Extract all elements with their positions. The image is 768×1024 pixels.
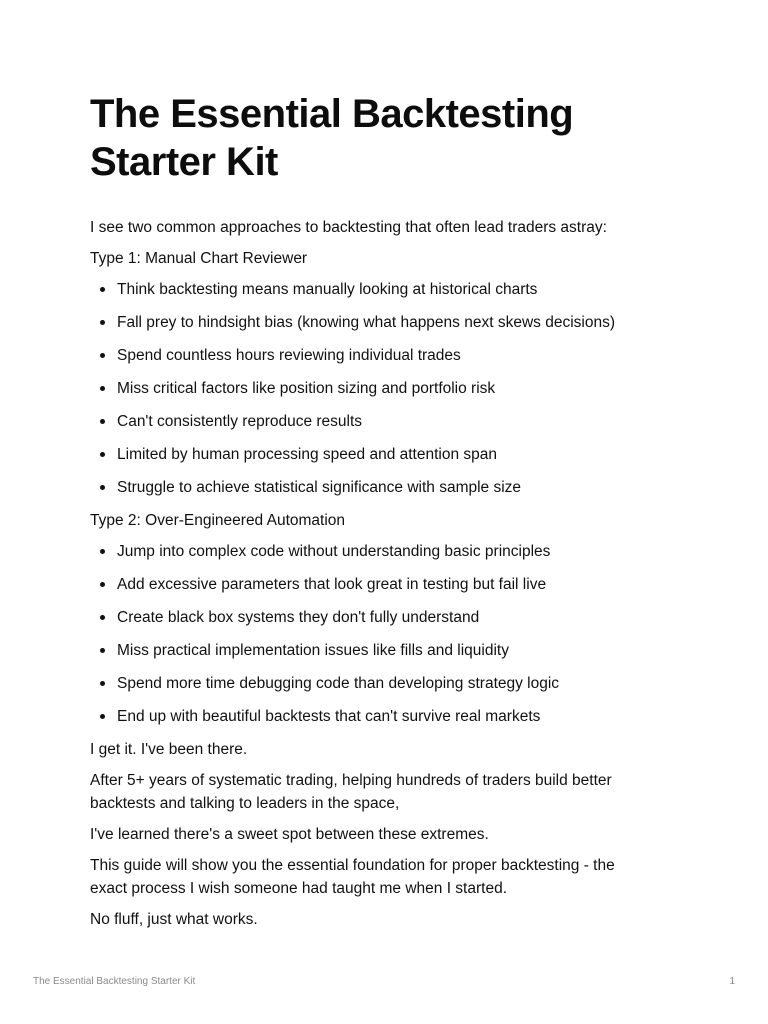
list-item (90, 672, 670, 705)
bullet-icon (100, 648, 105, 653)
bullet-icon (100, 452, 105, 457)
title-line-2: Starter Kit (90, 140, 278, 184)
page-title (90, 90, 670, 186)
list-item-text: Fall prey to hindsight bias (knowing what happens next skews decisions) (117, 314, 615, 331)
bullet-icon (100, 485, 105, 490)
experience-paragraph (90, 769, 670, 815)
list-item-text: Think backtesting means manually looking at historical charts (117, 281, 538, 298)
list-item-text: Struggle to achieve statistical significance with sample size (117, 479, 522, 496)
list-item-text: Spend countless hours reviewing individual trades (117, 347, 461, 364)
list-item-text: Spend more time debugging code than developing strategy logic (117, 675, 560, 692)
list-item (90, 476, 670, 501)
list-item (90, 705, 670, 730)
footer-page-number: 1 (729, 976, 735, 987)
guide-line-2: exact process I wish someone had taught me when I started. (90, 880, 508, 897)
list-item (90, 410, 670, 443)
type2-heading: Type 2: Over-Engineered Automation (90, 512, 346, 529)
list-item-text: Add excessive parameters that look great in testing but fail live (117, 576, 547, 593)
list-item-text: Miss critical factors like position sizing and portfolio risk (117, 380, 496, 397)
bullet-icon (100, 320, 105, 325)
sweet-spot-paragraph: I've learned there's a sweet spot between these extremes. (90, 826, 489, 843)
bullet-icon (100, 549, 105, 554)
experience-line-1: After 5+ years of systematic trading, helping hundreds of traders build better (90, 772, 612, 789)
been-there-paragraph: I get it. I've been there. (90, 741, 248, 758)
list-item-text: End up with beautiful backtests that can't survive real markets (117, 708, 541, 725)
list-item (90, 606, 670, 639)
title-line-1: The Essential Backtesting (90, 92, 574, 136)
list-item (90, 540, 670, 573)
bullet-icon (100, 419, 105, 424)
list-item-text: Limited by human processing speed and attention span (117, 446, 497, 463)
bullet-icon (100, 353, 105, 358)
bullet-icon (100, 582, 105, 587)
list-item (90, 443, 670, 476)
bullet-icon (100, 714, 105, 719)
list-item-text: Jump into complex code without understanding basic principles (117, 543, 551, 560)
bullet-icon (100, 681, 105, 686)
type1-list (90, 278, 670, 501)
list-item-text: Create black box systems they don't fully understand (117, 609, 480, 626)
no-fluff-paragraph: No fluff, just what works. (90, 911, 258, 928)
list-item-text: Can't consistently reproduce results (117, 413, 363, 430)
guide-line-1: This guide will show you the essential foundation for proper backtesting - the (90, 857, 615, 874)
bullet-icon (100, 287, 105, 292)
footer-doc-name: The Essential Backtesting Starter Kit (33, 976, 196, 987)
bullet-icon (100, 386, 105, 391)
type1-heading: Type 1: Manual Chart Reviewer (90, 250, 308, 267)
list-item (90, 573, 670, 606)
document-body (90, 216, 670, 939)
type2-list (90, 540, 670, 730)
list-item (90, 377, 670, 410)
bullet-icon (100, 615, 105, 620)
guide-paragraph (90, 854, 670, 900)
intro-paragraph: I see two common approaches to backtesting that often lead traders astray: (90, 219, 607, 236)
experience-line-2: backtests and talking to leaders in the space, (90, 795, 400, 812)
list-item (90, 344, 670, 377)
list-item-text: Miss practical implementation issues like fills and liquidity (117, 642, 509, 659)
list-item (90, 639, 670, 672)
list-item (90, 278, 670, 311)
list-item (90, 311, 670, 344)
